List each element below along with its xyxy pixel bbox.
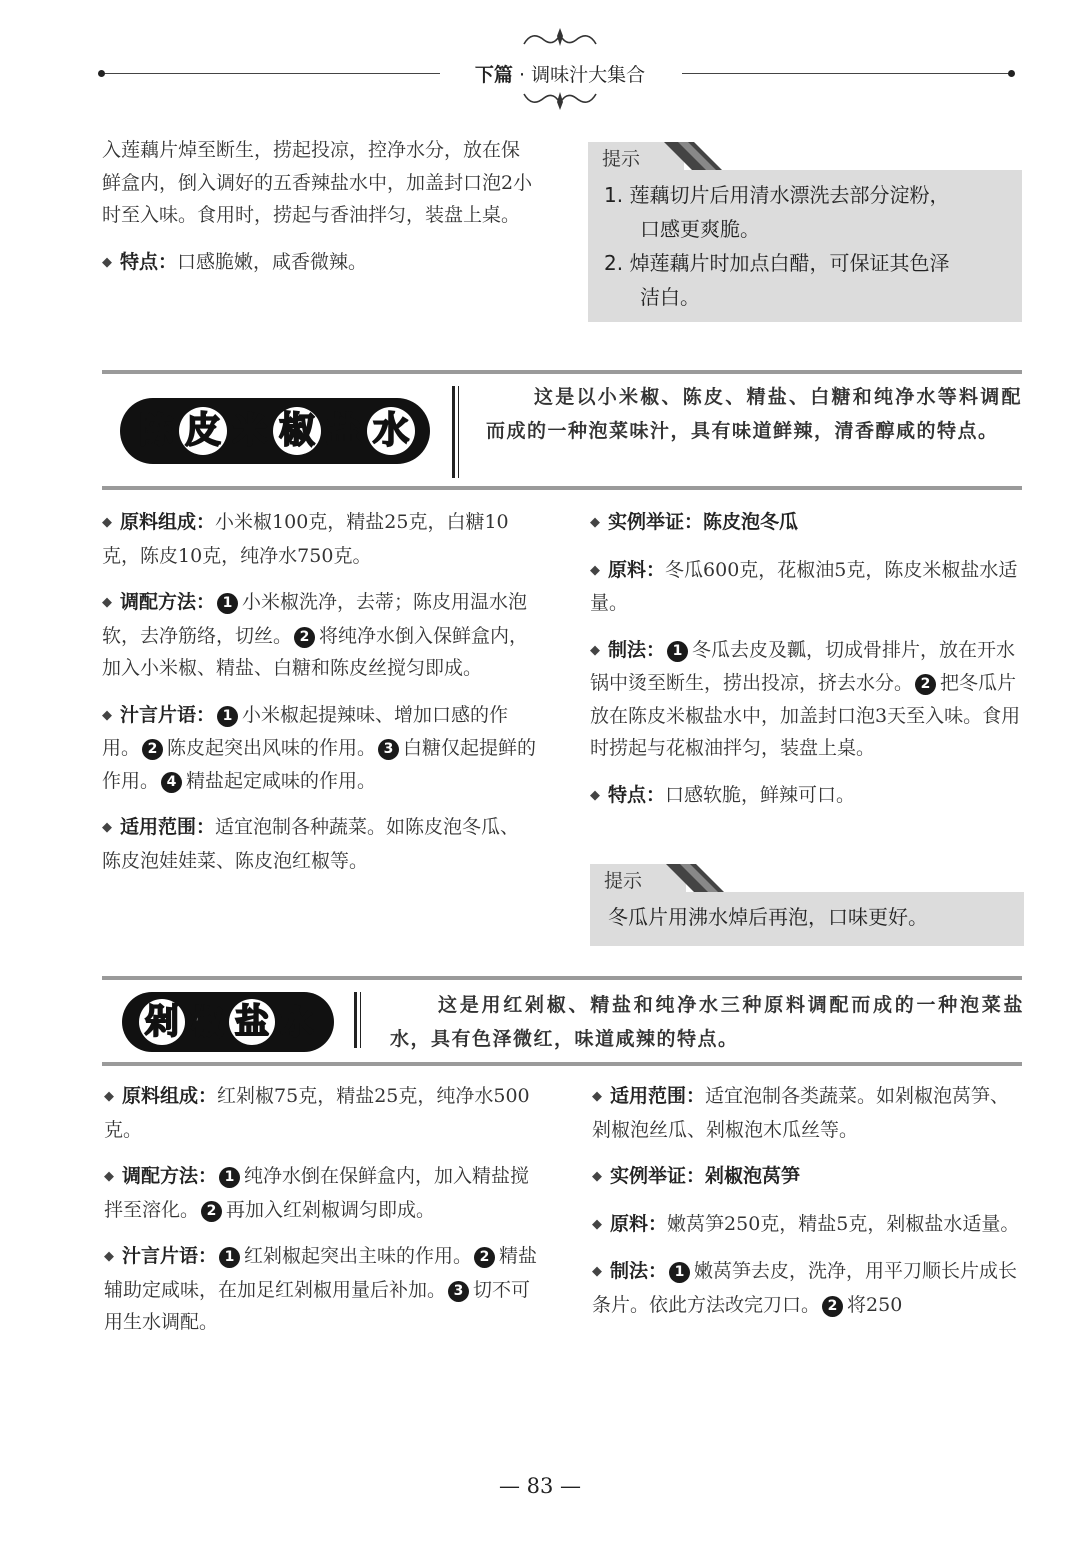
top-feature bbox=[102, 246, 538, 280]
procedure-step: 把冬瓜片放在陈皮米椒盐水中，加盖封口泡3天至入味。食用时捞起与花椒油拌匀，装盘上桌。 bbox=[590, 672, 1021, 759]
scope-text: 适宜泡制各类蔬菜。如剁椒泡莴笋、剁椒泡丝瓜、剁椒泡木瓜丝等。 bbox=[592, 1085, 1010, 1141]
header-separator: · bbox=[518, 64, 526, 86]
title-char: 皮 bbox=[179, 407, 227, 455]
notes-item: 小米椒起提辣味、增加口感的作用。 bbox=[102, 703, 509, 759]
feature bbox=[590, 779, 1024, 813]
method bbox=[102, 586, 538, 685]
ingredients-text: 红剁椒75克，精盐25克，纯净水500克。 bbox=[104, 1085, 530, 1141]
number-1-icon: 1 bbox=[217, 706, 238, 727]
section2-right-column bbox=[592, 1080, 1026, 1335]
method-step: 纯净水倒在保鲜盒内，加入精盐搅拌至溶化。 bbox=[104, 1165, 530, 1221]
diamond-marker-icon: ◆ bbox=[104, 1249, 114, 1264]
diamond-marker-icon: ◆ bbox=[592, 1216, 602, 1232]
number-2-icon: 2 bbox=[294, 627, 315, 648]
section1-rule-top bbox=[102, 370, 1022, 374]
number-2-icon: 2 bbox=[474, 1247, 495, 1268]
tip-item-num: 2. bbox=[604, 251, 624, 275]
header-dot-right bbox=[1008, 70, 1015, 77]
procedure-step: 冬瓜去皮及瓤，切成骨排片，放在开水锅中烫至断生，捞出投凉，挤去水分。 bbox=[590, 638, 1016, 694]
notes bbox=[102, 699, 538, 798]
example bbox=[592, 1160, 1026, 1194]
materials-label: 原料： bbox=[610, 1212, 668, 1235]
ingredients-label: 原料组成： bbox=[120, 511, 216, 533]
tip-list bbox=[604, 178, 1014, 314]
feature-text: 口感脆嫩，咸香微辣。 bbox=[177, 250, 368, 273]
tip-item-cont: 洁白。 bbox=[640, 285, 700, 309]
scope bbox=[102, 811, 538, 877]
method bbox=[104, 1160, 540, 1226]
header-dot-left bbox=[98, 70, 105, 77]
scope-text: 适宜泡制各种蔬菜。如陈皮泡冬瓜、陈皮泡娃娃菜、陈皮泡红椒等。 bbox=[102, 816, 520, 872]
section1-title bbox=[120, 398, 430, 464]
tip-header bbox=[590, 864, 730, 892]
tip-stripe-icon bbox=[664, 142, 734, 170]
method-label: 调配方法： bbox=[122, 1165, 218, 1187]
section1-right-column bbox=[590, 506, 1024, 826]
section1-left-column bbox=[102, 506, 538, 891]
tip-item-cont: 口感更爽脆。 bbox=[640, 217, 760, 241]
section2-left-column bbox=[104, 1080, 540, 1353]
title-char: 盐 bbox=[229, 999, 275, 1045]
title-char: 剁 bbox=[139, 999, 185, 1045]
section2-divider-thin bbox=[360, 992, 361, 1048]
notes-item: 白糖仅起提鲜的作用。 bbox=[102, 737, 537, 792]
diamond-marker-icon: ◆ bbox=[592, 1169, 602, 1184]
number-1-icon: 1 bbox=[217, 593, 238, 614]
tip-header bbox=[588, 142, 728, 170]
number-3-icon: 3 bbox=[378, 739, 399, 760]
title-char: 水 bbox=[280, 1003, 313, 1041]
title-char: 盐 bbox=[327, 411, 361, 451]
header-title bbox=[440, 60, 680, 87]
title-char: 水 bbox=[367, 407, 415, 455]
diamond-marker-icon: ◆ bbox=[102, 254, 112, 270]
notes-item: 红剁椒起突出主味的作用。 bbox=[244, 1245, 473, 1267]
section1-divider bbox=[452, 386, 455, 478]
scope-label: 适用范围： bbox=[610, 1085, 706, 1107]
scope-label: 适用范围： bbox=[120, 816, 216, 838]
tip-item bbox=[604, 178, 1014, 212]
materials-label: 原料： bbox=[608, 558, 666, 581]
notes-item: 精盐起定咸味的作用。 bbox=[186, 769, 377, 792]
method-label: 调配方法： bbox=[120, 591, 216, 613]
scope bbox=[592, 1080, 1026, 1146]
number-3-icon: 3 bbox=[448, 1281, 469, 1302]
tip-label: 提示 bbox=[604, 870, 643, 892]
bottom-ornament bbox=[520, 88, 600, 112]
tip-item bbox=[604, 246, 1014, 280]
example-label: 实例举证： bbox=[608, 511, 704, 533]
number-2-icon: 2 bbox=[915, 674, 936, 695]
materials bbox=[592, 1208, 1026, 1242]
example bbox=[590, 506, 1024, 540]
page-number: — 83 — bbox=[498, 1474, 582, 1498]
feature-label: 特点： bbox=[120, 250, 178, 273]
procedure-step: 嫩莴笋去皮，洗净，用平刀顺长片成长条片。依此方法改完刀口。 bbox=[592, 1260, 1018, 1316]
notes bbox=[104, 1240, 540, 1339]
number-1-icon: 1 bbox=[667, 641, 688, 662]
notes-item: 切不可用生水调配。 bbox=[104, 1278, 531, 1333]
notes-label: 汁言片语： bbox=[122, 1245, 218, 1267]
title-char: 椒 bbox=[190, 1003, 223, 1041]
feature-label: 特点： bbox=[608, 783, 666, 806]
tip-box-wintermelon bbox=[590, 870, 1024, 946]
header-rule-left bbox=[100, 73, 440, 74]
number-1-icon: 1 bbox=[219, 1247, 240, 1268]
example-text: 陈皮泡冬瓜 bbox=[703, 511, 799, 533]
section2-rule-bottom bbox=[102, 1062, 1022, 1066]
method-step: 再加入红剁椒调匀即成。 bbox=[226, 1198, 436, 1221]
notes-item: 陈皮起突出风味的作用。 bbox=[167, 737, 377, 759]
header-title-text: 调味汁大集合 bbox=[531, 64, 646, 86]
diamond-marker-icon: ◆ bbox=[590, 642, 600, 658]
materials-text: 嫩莴笋250克，精盐5克，剁椒盐水适量。 bbox=[667, 1212, 1020, 1235]
tip-item-text: 莲藕切片后用清水漂洗去部分淀粉， bbox=[629, 183, 950, 207]
ingredients-label: 原料组成： bbox=[122, 1085, 218, 1107]
number-1-icon: 1 bbox=[669, 1262, 690, 1283]
tip-box-lotus bbox=[588, 148, 1022, 322]
procedure-label: 制法： bbox=[610, 1260, 668, 1282]
section1-divider-thin bbox=[458, 386, 459, 478]
diamond-marker-icon: ◆ bbox=[592, 1264, 602, 1279]
tip-item-num: 1. bbox=[604, 183, 624, 207]
diamond-marker-icon: ◆ bbox=[104, 1089, 114, 1104]
notes-item: 精盐辅助定咸味，在加足红剁椒用量后补加。 bbox=[104, 1245, 538, 1301]
tip-text: 冬瓜片用沸水焯后再泡，口味更好。 bbox=[608, 905, 928, 929]
example-text: 剁椒泡莴笋 bbox=[705, 1165, 801, 1187]
title-char: 陈 bbox=[139, 411, 173, 451]
ingredients bbox=[102, 506, 538, 572]
number-1-icon: 1 bbox=[219, 1167, 240, 1188]
materials bbox=[590, 554, 1024, 620]
header-part: 下篇 bbox=[474, 64, 513, 86]
diamond-marker-icon: ◆ bbox=[104, 1169, 114, 1184]
top-ornament bbox=[520, 26, 600, 50]
number-2-icon: 2 bbox=[201, 1201, 222, 1222]
header-rule-right bbox=[682, 73, 1012, 74]
notes-label: 汁言片语： bbox=[120, 703, 216, 726]
diamond-marker-icon: ◆ bbox=[102, 707, 112, 723]
number-4-icon: 4 bbox=[161, 772, 182, 793]
section2-title bbox=[122, 992, 334, 1052]
procedure-step: 将250 bbox=[847, 1293, 903, 1316]
materials-text: 冬瓜600克，花椒油5克，陈皮米椒盐水适量。 bbox=[590, 558, 1018, 614]
title-char: 椒 bbox=[273, 407, 321, 455]
title-char: 米 bbox=[233, 411, 267, 451]
diamond-marker-icon: ◆ bbox=[590, 562, 600, 578]
section2-intro: 这是用红剁椒、精盐和纯净水三种原料调配而成的一种泡菜盐水，具有色泽微红，味道咸辣的特点。 bbox=[390, 994, 1024, 1050]
diamond-marker-icon: ◆ bbox=[102, 595, 112, 610]
procedure bbox=[592, 1255, 1026, 1321]
number-2-icon: 2 bbox=[142, 739, 163, 760]
method-step: 将纯净水倒入保鲜盒内，加入小米椒、精盐、白糖和陈皮丝搅匀即成。 bbox=[102, 624, 529, 679]
diamond-marker-icon: ◆ bbox=[590, 515, 600, 530]
tip-stripe-icon bbox=[666, 864, 736, 892]
procedure-label: 制法： bbox=[608, 638, 666, 661]
section1-rule-bottom bbox=[102, 486, 1022, 490]
feature-text: 口感软脆，鲜辣可口。 bbox=[665, 783, 856, 806]
diamond-marker-icon: ◆ bbox=[590, 787, 600, 803]
example-label: 实例举证： bbox=[610, 1165, 706, 1187]
diamond-marker-icon: ◆ bbox=[102, 515, 112, 530]
number-2-icon: 2 bbox=[822, 1296, 843, 1317]
tip-item-text: 焯莲藕片时加点白醋，可保证其色泽 bbox=[629, 251, 950, 275]
section1-intro: 这是以小米椒、陈皮、精盐、白糖和纯净水等料调配而成的一种泡菜味汁，具有味道鲜辣，清香醇咸的特点。 bbox=[486, 386, 1022, 442]
ingredients bbox=[104, 1080, 540, 1146]
tip-label: 提示 bbox=[602, 148, 641, 170]
procedure bbox=[590, 634, 1024, 765]
recipe-continuation: 入莲藕片焯至断生，捞起投凉，控净水分，放在保鲜盒内，倒入调好的五香辣盐水中，加盖封口泡2小时至入味。食用时，捞起与香油拌匀，装盘上桌。 bbox=[102, 139, 533, 226]
section2-rule-top bbox=[102, 976, 1022, 980]
ingredients-text: 小米椒100克，精盐25克，白糖10克，陈皮10克，纯净水750克。 bbox=[102, 511, 509, 567]
method-step: 小米椒洗净，去蒂；陈皮用温水泡软，去净筋络，切丝。 bbox=[102, 591, 528, 647]
diamond-marker-icon: ◆ bbox=[102, 820, 112, 835]
section2-divider bbox=[354, 992, 357, 1048]
top-left-column bbox=[102, 134, 538, 293]
diamond-marker-icon: ◆ bbox=[592, 1089, 602, 1104]
